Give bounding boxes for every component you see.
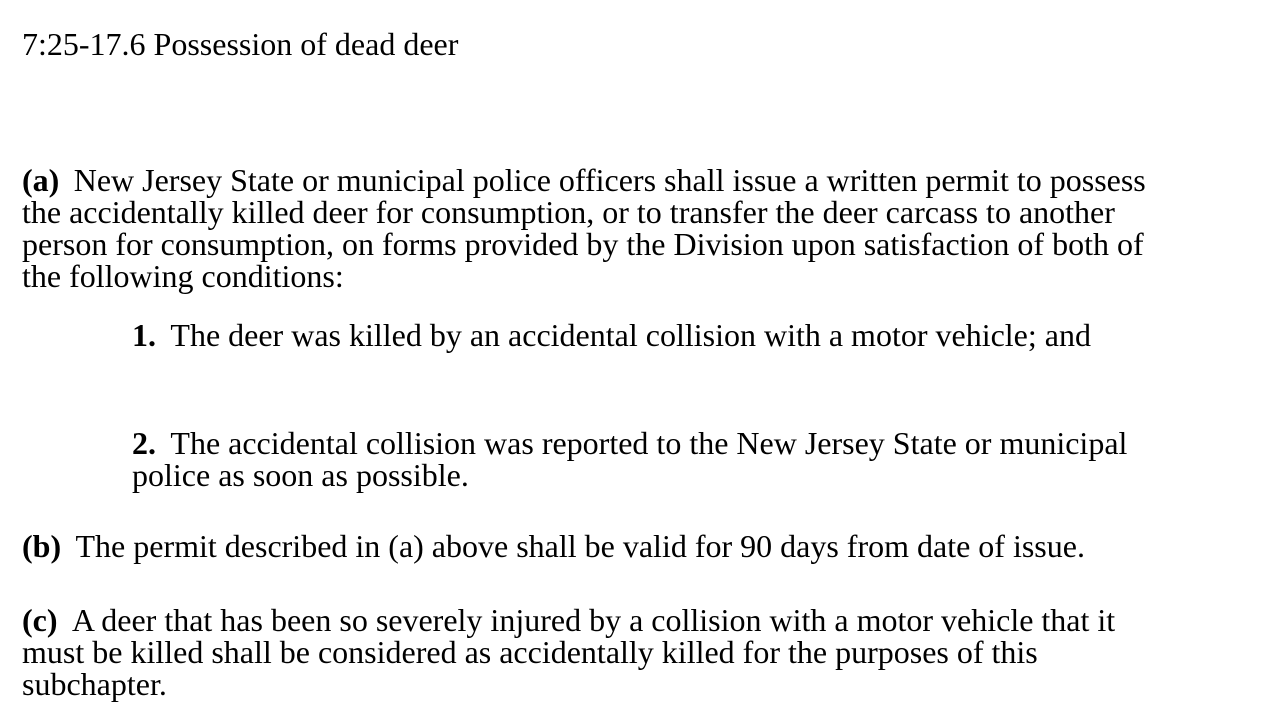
condition-item-2-text-1: The accidental collision was reported to the New Jersey State or municipal: [170, 425, 1128, 461]
paragraph-c-line-2: must be killed shall be considered as accidentally killed for the purposes of this: [22, 634, 1038, 670]
condition-item-2-line-2: police as soon as possible.: [132, 457, 469, 493]
condition-item-2-label: 2.: [132, 425, 156, 461]
paragraph-b-label: (b): [22, 528, 62, 564]
condition-item-1: [22, 319, 1091, 351]
paragraph-c-label: (c): [22, 602, 58, 638]
condition-item-2: [22, 427, 1127, 491]
condition-item-1-line-1: [132, 319, 1091, 351]
paragraph-a: [22, 164, 1146, 292]
paragraph-a-line-1: [22, 164, 1146, 196]
paragraph-a-text-1: New Jersey State or municipal police officers shall issue a written permit to possess: [73, 162, 1146, 198]
condition-item-1-text: The deer was killed by an accidental collision with a motor vehicle; and: [170, 317, 1091, 353]
paragraph-a-line-2: the accidentally killed deer for consumption, or to transfer the deer carcass to another: [22, 194, 1115, 230]
condition-item-2-line-1: [132, 427, 1127, 459]
paragraph-b: [22, 530, 1085, 562]
condition-item-1-label: 1.: [132, 317, 156, 353]
paragraph-c-line-3: subchapter.: [22, 666, 167, 702]
paragraph-c-line-1: [22, 604, 1115, 636]
paragraph-a-label: (a): [22, 162, 60, 198]
section-title: 7:25-17.6 Possession of dead deer: [22, 26, 459, 62]
paragraph-c: [22, 604, 1115, 700]
paragraph-b-line-1: [22, 530, 1085, 562]
paragraph-b-text: The permit described in (a) above shall be valid for 90 days from date of issue.: [75, 528, 1085, 564]
paragraph-a-line-4: the following conditions:: [22, 258, 344, 294]
paragraph-a-line-3: person for consumption, on forms provided by the Division upon satisfaction of both of: [22, 226, 1144, 262]
paragraph-c-text-1: A deer that has been so severely injured by a collision with a motor vehicle that it: [71, 602, 1116, 638]
